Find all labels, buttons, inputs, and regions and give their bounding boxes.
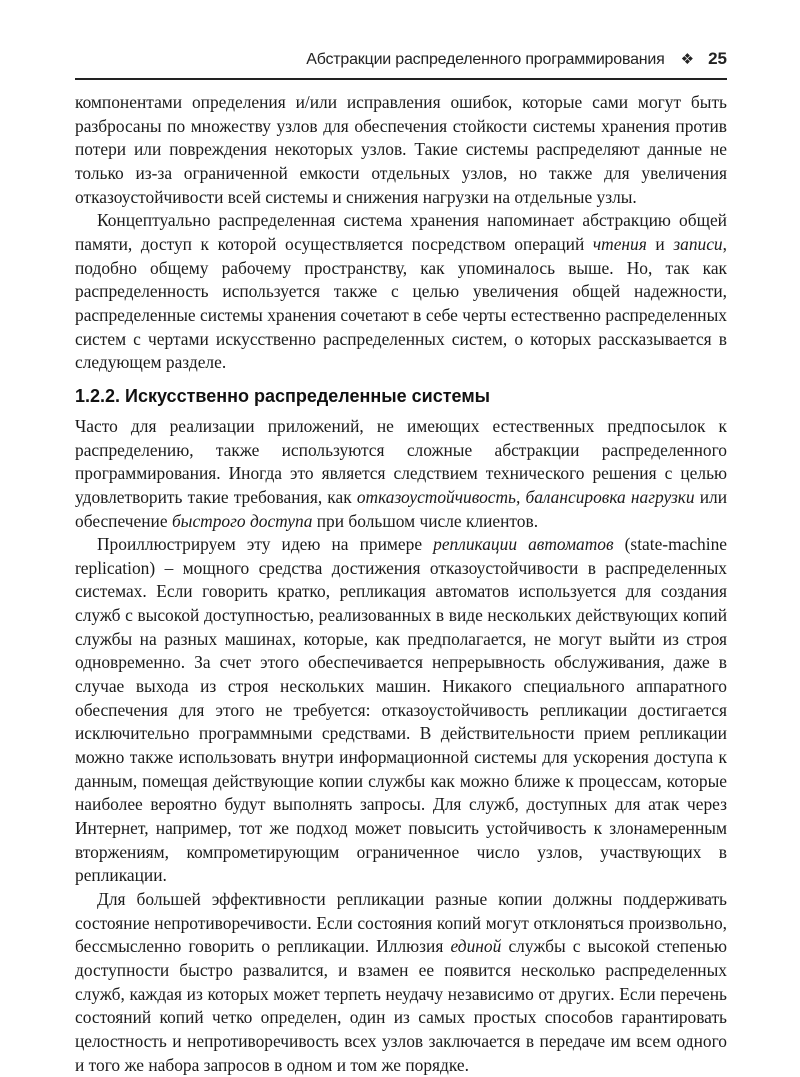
diamond-ornament-icon: ❖ [680,51,695,68]
term-write: записи [673,233,723,254]
section-heading: 1.2.2. Искусственно распределенные системы [75,385,491,406]
page-number: 25 [708,49,727,68]
term-read: чтения [592,233,647,254]
header-rule [75,78,727,80]
paragraph-storage-abstraction: Концептуально распределенная система хранения напоминает абстракцию общей памяти, доступ к которой осуществляется посредством операций чтения и записи, подобно общему рабочему пространству, как упоминалось выше. Но, так как распределенность используется также с целью увеличения общей надежности, распределенные системы хранения сочетают в себе черты естественно распределенных систем с чертами искусственно распределенных систем, о которых рассказывается в следующем разделе. [75,210,727,373]
paragraph-replica-consistency: Для большей эффективности репликации разные копии должны поддерживать состояние непротиворечивости. Если состояния копий могут отклоняться произвольно, бессмысленно говорить о репликации. Иллюзия единой службы с высокой степенью доступности быстро развалится, и взамен ее появится несколько распределенных служб, каждая из которых может терпеть неудачу независимо от других. Если перечень состояний копий четко определен, один из самых простых способов гарантировать целостность и непротиворечивость всех узлов заключается в передаче им всем одного и того же набора запросов в одном и том же порядке. [75,889,728,1075]
term-fast-access: быстрого доступа [171,510,313,531]
term-state-machine-replication: репликации автоматов [433,534,614,555]
running-header [75,49,727,75]
page-body [75,91,727,1077]
term-single: единой [450,936,502,957]
paragraph-artificial-distribution: Часто для реализации приложений, не имеющих естественных предпосылок к распределению, также используются сложные абстракции распределенного программирования. Иногда это является следствием технического решения с целью удовлетворить такие требования, как отказоустойчивость, балансировка нагрузки или обеспечение быстрого доступа при большом числе клиентов. [75,415,728,531]
paragraph-state-machine-replication: Проиллюстрируем эту идею на примере репликации автоматов (state-machine replication) – мощного средства достижения отказоустойчивости в распределенных системах. Если говорить кратко, репликация автоматов используется для создания служб с высокой доступностью, реализованных в виде нескольких действующих копий службы на разных машинах, которые, как предполагается, не могут выйти из строя одновременно. За счет этого обеспечивается непрерывность обслуживания, даже в случае выхода из строя нескольких машин. Никакого специального аппаратного обеспечения для этого не требуется: отказоустойчивость репликации достигается исключительно программными средствами. В действительности прием репликации можно также использовать внутри информационной системы для ускорения доступа к данным, помещая действующие копии службы как можно ближе к процессам, которые наиболее вероятно будут выполнять запросы. Для служб, доступных для атак через Интернет, например, тот же подход может повысить устойчивость к злонамеренным вторжениям, компрометирующим ограниченное число узлов, участвующих в репликации. [75,534,727,886]
paragraph-continuation: компонентами определения и/или исправления ошибок, которые сами могут быть разбросаны по множеству узлов для обеспечения стойкости системы хранения против потери или повреждения некоторых узлов. Такие системы распределяют данные не только из-за ограниченной емкости отдельных узлов, но также для увеличения отказоустойчивости всей системы и снижения нагрузки на отдельные узлы. [75,92,727,207]
term-fault-tolerance: отказоустойчивость, балансировка нагрузки [356,486,695,507]
running-header-title: Абстракции распределенного программирования [306,51,665,68]
